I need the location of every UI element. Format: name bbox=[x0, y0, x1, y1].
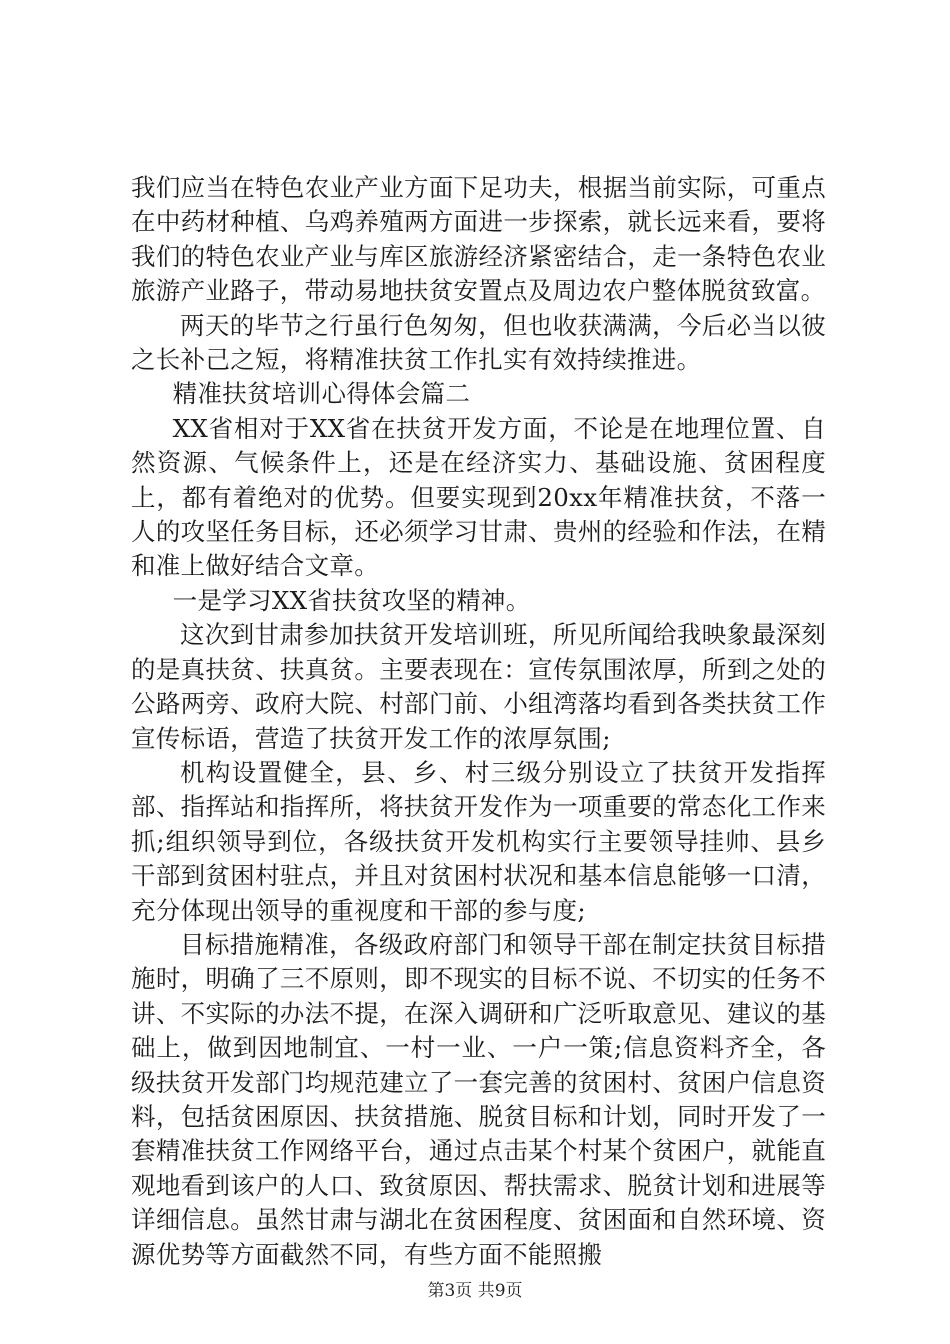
paragraph-1: 我们应当在特色农业产业方面下足功夫，根据当前实际，可重点在中药材种植、乌鸡养殖两方面进一步探索，就长远来看，要将我们的特色农业产业与库区旅游经济紧密结合，走一条特色农业旅游产业路子，带动易地扶贫安置点及周边农户整体脱贫致富。 bbox=[131, 173, 826, 306]
paragraph-7: 机构设置健全，县、乡、村三级分别设立了扶贫开发指挥部、指挥站和指挥所，将扶贫开发作为一项重要的常态化工作来抓;组织领导到位，各级扶贫开发机构实行主要领导挂帅、县乡干部到贫困村驻点，并且对贫困村状况和基本信息能够一口清，充分体现出领导的重视度和干部的参与度; bbox=[131, 757, 826, 925]
paragraph-4: XX省相对于XX省在扶贫开发方面，不论是在地理位置、自然资源、气候条件上，还是在经济实力、基础设施、贫困程度上，都有着绝对的优势。但要实现到20xx年精准扶贫，不落一人的攻坚任务目标，还必须学习甘肃、贵州的经验和作法，在精和准上做好结合文章。 bbox=[131, 413, 826, 581]
paragraph-2: 两天的毕节之行虽行色匆匆，但也收获满满，今后必当以彼之长补己之短，将精准扶贫工作扎实有效持续推进。 bbox=[131, 310, 826, 375]
paragraph-8: 目标措施精准，各级政府部门和领导干部在制定扶贫目标措施时，明确了三不原则，即不现实的目标不说、不切实的任务不讲、不实际的办法不提，在深入调研和广泛听取意见、建议的基础上，做到因地制宜、一村一业、一户一策;信息资料齐全，各级扶贫开发部门均规范建立了一套完善的贫困村、贫困户信息资料，包括贫困原因、扶贫措施、脱贫目标和计划，同时开发了一套精准扶贫工作网络平台，通过点击某个村某个贫困户，就能直观地看到该户的人口、致贫原因、帮扶需求、脱贫计划和进展等详细信息。虽然甘肃与湖北在贫困程度、贫困面和自然环境、资源优势等方面截然不同，有些方面不能照搬 bbox=[131, 929, 826, 1269]
document-body bbox=[131, 171, 826, 1272]
page-number-footer: 第3页 共9页 bbox=[427, 1281, 523, 1301]
paragraph-5: 一是学习XX省扶贫攻坚的精神。 bbox=[172, 585, 531, 615]
section-heading: 精准扶贫培训心得体会篇二 bbox=[172, 379, 471, 409]
paragraph-6: 这次到甘肃参加扶贫开发培训班，所见所闻给我映象最深刻的是真扶贫、扶真贫。主要表现在：宣传氛围浓厚，所到之处的公路两旁、政府大院、村部门前、小组湾落均看到各类扶贫工作宣传标语，营造了扶贫开发工作的浓厚氛围; bbox=[131, 620, 826, 753]
